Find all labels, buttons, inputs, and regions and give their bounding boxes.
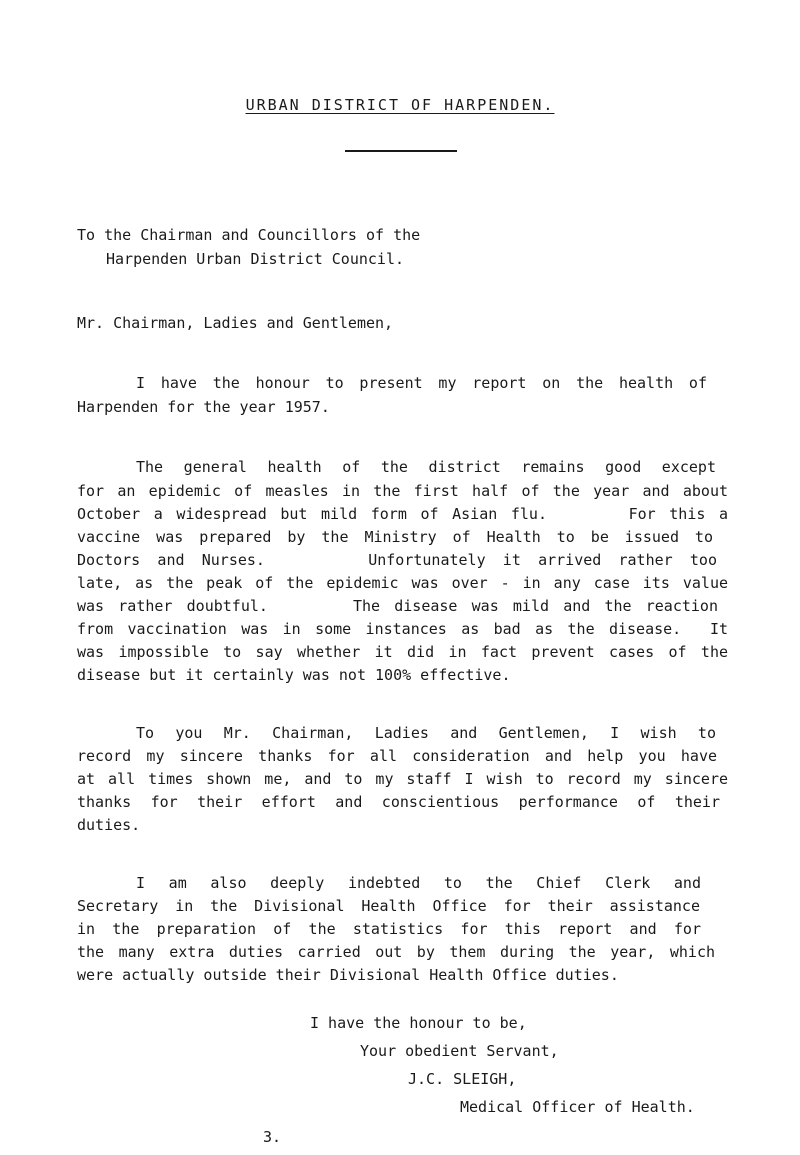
paragraph-1-line: I have the honour to present my report on the health of bbox=[136, 374, 707, 392]
paragraph-4-line: I am also deeply indebted to the Chief Clerk and bbox=[136, 874, 701, 892]
signature-name: J.C. SLEIGH, bbox=[408, 1070, 517, 1088]
paragraph-3-line: duties. bbox=[77, 816, 141, 834]
heading-rule bbox=[345, 150, 457, 152]
closing-servant: Your obedient Servant, bbox=[360, 1042, 559, 1060]
paragraph-2-line: for an epidemic of measles in the first half of the year and about bbox=[77, 482, 728, 500]
paragraph-2-line: was impossible to say whether it did in fact prevent cases of the bbox=[77, 643, 728, 661]
paragraph-2-line: The general health of the district remains good except bbox=[136, 458, 716, 476]
paragraph-2-line: October a widespread but mild form of Asian flu. For this a bbox=[77, 505, 728, 523]
paragraph-2-line: Doctors and Nurses. Unfortunately it arrived rather too bbox=[77, 551, 717, 569]
paragraph-4-line: Secretary in the Divisional Health Office for their assistance bbox=[77, 897, 700, 915]
paragraph-4-line: the many extra duties carried out by them during the year, which bbox=[77, 943, 715, 961]
paragraph-3-line: at all times shown me, and to my staff I wish to record my sincere bbox=[77, 770, 728, 788]
page-number: 3. bbox=[263, 1128, 282, 1146]
paragraph-4-line: in the preparation of the statistics for this report and for bbox=[77, 920, 701, 938]
paragraph-2-line: late, as the peak of the epidemic was over - in any case its value bbox=[77, 574, 728, 592]
page-heading: URBAN DISTRICT OF HARPENDEN. bbox=[245, 96, 555, 114]
address-line-2: Harpenden Urban District Council. bbox=[106, 250, 405, 268]
paragraph-2-line: from vaccination was in some instances as bad as the disease. It bbox=[77, 620, 728, 638]
paragraph-3-line: To you Mr. Chairman, Ladies and Gentlemen, I wish to bbox=[136, 724, 716, 742]
salutation: Mr. Chairman, Ladies and Gentlemen, bbox=[77, 314, 394, 332]
paragraph-4-line: were actually outside their Divisional Health Office duties. bbox=[77, 966, 619, 984]
paragraph-2-line: was rather doubtful. The disease was mild and the reaction bbox=[77, 597, 718, 615]
paragraph-3-line: record my sincere thanks for all consideration and help you have bbox=[77, 747, 717, 765]
closing-line: I have the honour to be, bbox=[310, 1014, 527, 1032]
address-line-1: To the Chairman and Councillors of the bbox=[77, 226, 421, 244]
paragraph-3-line: thanks for their effort and conscientious performance of their bbox=[77, 793, 720, 811]
signature-title: Medical Officer of Health. bbox=[460, 1098, 695, 1116]
paragraph-2-line: disease but it certainly was not 100% effective. bbox=[77, 666, 511, 684]
paragraph-1-line: Harpenden for the year 1957. bbox=[77, 398, 330, 416]
paragraph-2-line: vaccine was prepared by the Ministry of Health to be issued to bbox=[77, 528, 713, 546]
